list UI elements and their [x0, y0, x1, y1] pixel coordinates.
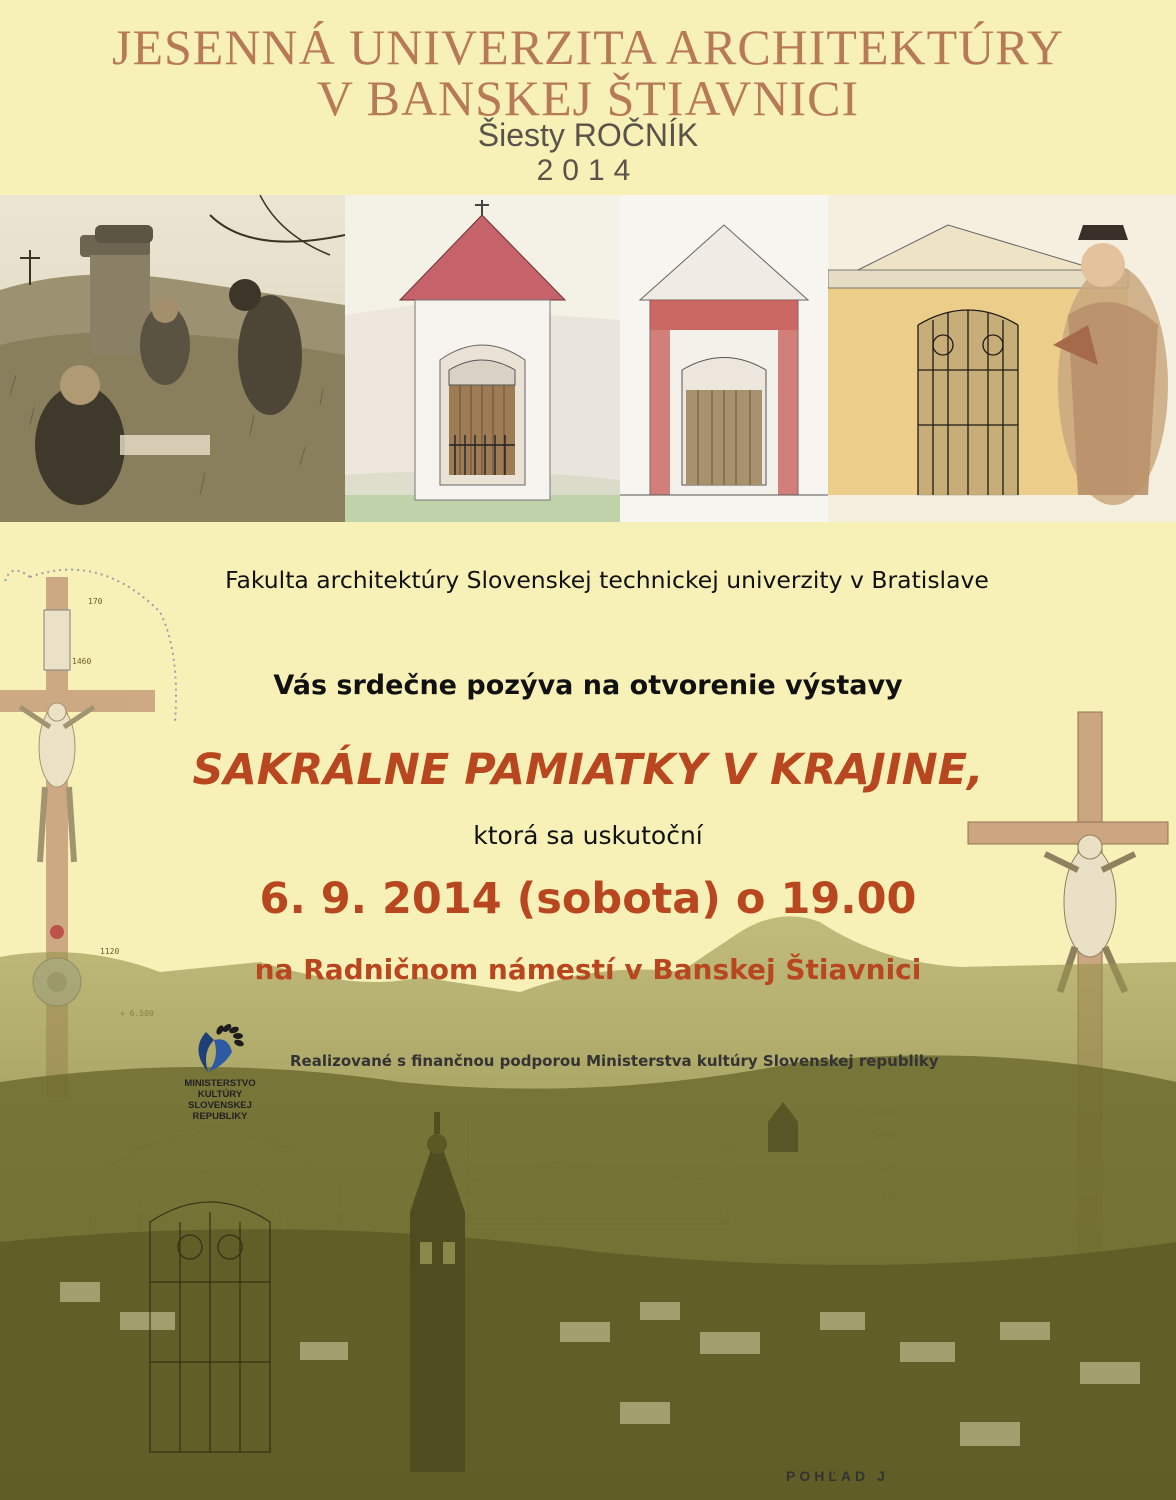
- photo-chapel-drawing-2: [620, 195, 828, 522]
- drawing-label: POHĽAD J: [786, 1468, 889, 1484]
- cross-dim-1460: 1460: [72, 657, 92, 666]
- invite-line: Vás srdečne pozýva na otvorenie výstavy: [273, 670, 903, 701]
- event-subtext: ktorá sa uskutoční: [473, 821, 703, 850]
- photo-chapel-gate-statue: [828, 195, 1176, 522]
- poster-title-line2: V BANSKEJ ŠTIAVNICI: [316, 70, 860, 126]
- photo-students-monument: [0, 195, 345, 522]
- background-illustration: [0, 522, 1176, 1500]
- poster-title-line1: JESENNÁ UNIVERZITA ARCHITEKTÚRY: [112, 19, 1064, 75]
- ministry-logo: [180, 1022, 260, 1122]
- cross-dim-1120: 1120: [100, 947, 120, 956]
- event-datetime: 6. 9. 2014 (sobota) o 19.00: [259, 874, 917, 924]
- ministry-name-line2: SLOVENSKEJ REPUBLIKY: [188, 1100, 252, 1122]
- ministry-name-line1: MINISTERSTVO KULTÚRY: [184, 1078, 256, 1100]
- photo-chapel-drawing-1: [345, 195, 620, 522]
- year-label: 2014: [536, 154, 640, 187]
- exhibition-title: SAKRÁLNE PAMIATKY V KRAJINE,: [192, 745, 984, 795]
- faculty-name: Fakulta architektúry Slovenskej technickej univerzity v Bratislave: [225, 566, 989, 594]
- support-text: Realizované s finančnou podporou Ministerstva kultúry Slovenskej republiky: [290, 1052, 939, 1070]
- photo-strip: [0, 195, 1176, 522]
- edition-label: Šiesty ROČNÍK: [477, 117, 699, 153]
- ministry-logo-icon: [180, 1022, 260, 1078]
- event-place: na Radničnom námestí v Banskej Štiavnici: [254, 953, 922, 986]
- cross-dim-170: 170: [88, 597, 103, 606]
